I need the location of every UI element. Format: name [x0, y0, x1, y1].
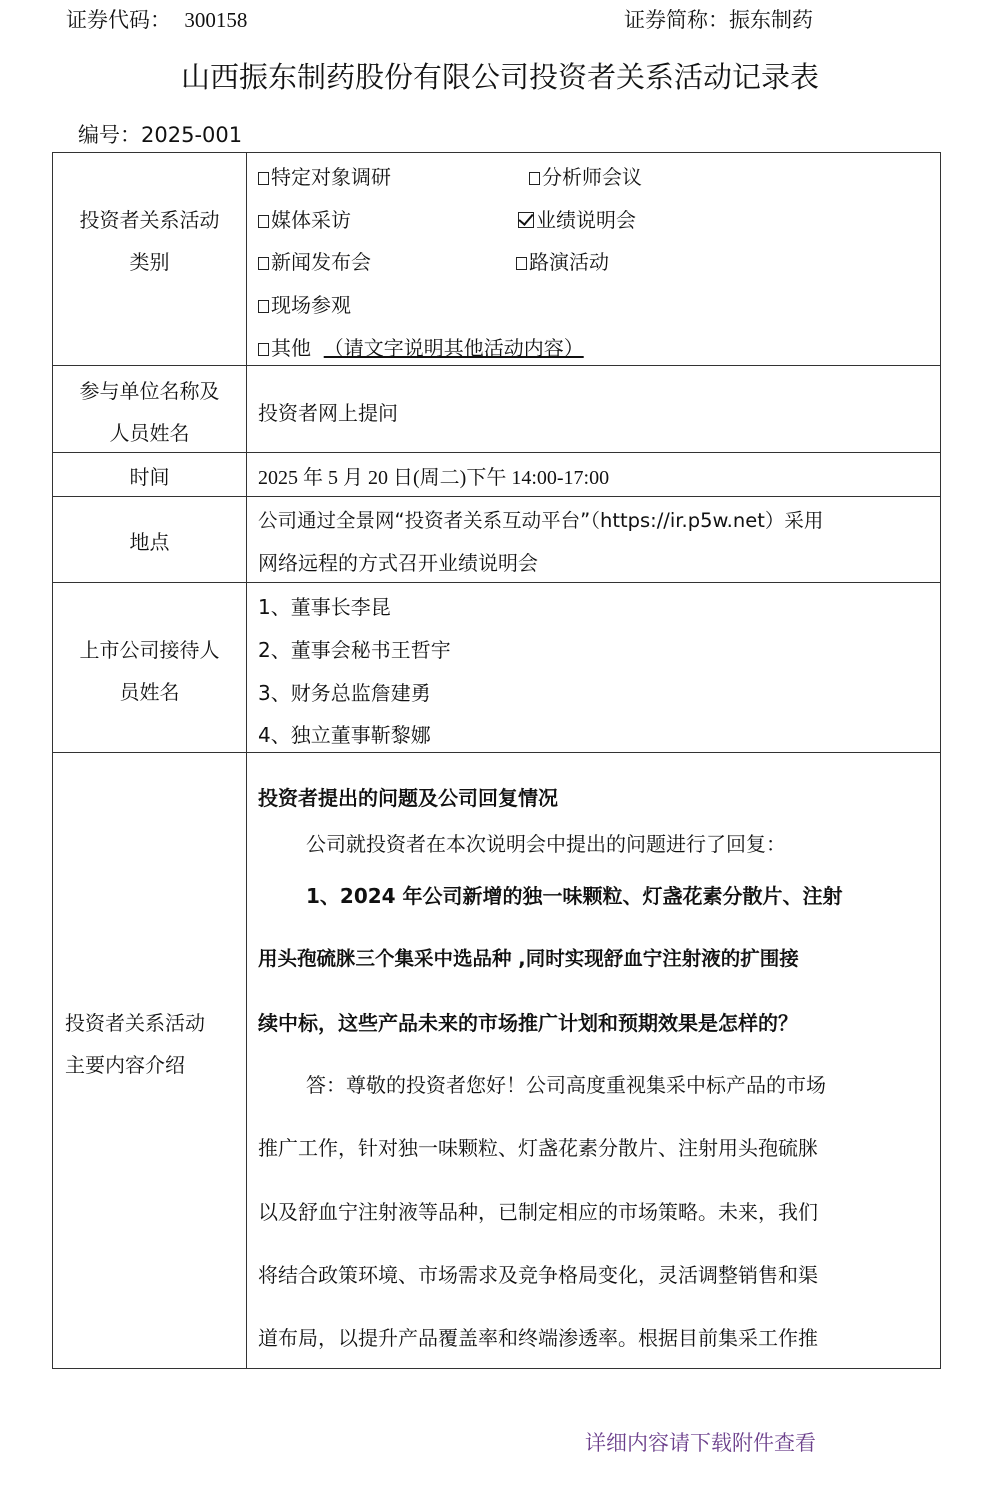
checkbox-icon	[529, 172, 540, 185]
question-line: 用头孢硫脒三个集采中选品种 ,同时实现舒血宁注射液的扩围接	[258, 947, 799, 970]
checkbox-icon	[258, 172, 269, 185]
answer-line: 以及舒血宁注射液等品种，已制定相应的市场策略。未来，我们	[258, 1200, 818, 1224]
question-line: 续中标，这些产品未来的市场推广计划和预期效果是怎样的？	[258, 1011, 798, 1035]
checkbox-icon	[516, 257, 527, 270]
table-border	[52, 152, 53, 1369]
option-earnings-briefing[interactable]: 业绩说明会	[518, 208, 636, 232]
table-border	[52, 1368, 941, 1369]
answer-line: 答：尊敬的投资者您好！公司高度重视集采中标产品的市场	[306, 1073, 826, 1097]
checkbox-icon	[258, 215, 269, 228]
answer-line: 将结合政策环境、市场需求及竞争格局变化，灵活调整销售和渠	[258, 1263, 818, 1287]
time-label: 时间	[129, 465, 170, 489]
reception-label: 上市公司接待人 员姓名	[79, 638, 220, 704]
participants-value: 投资者网上提问	[258, 401, 398, 425]
reception-person: 2、董事会秘书王哲宇	[258, 638, 451, 662]
content-intro: 公司就投资者在本次说明会中提出的问题进行了回复：	[306, 832, 786, 856]
category-label: 投资者关系活动 类别	[79, 208, 220, 274]
option-specific-research[interactable]: 特定对象调研	[258, 165, 391, 189]
checked-checkbox-icon	[518, 212, 534, 228]
content-heading: 投资者提出的问题及公司回复情况	[258, 786, 558, 810]
content-label: 投资者关系活动 主要内容介绍	[65, 1011, 205, 1077]
option-media-interview[interactable]: 媒体采访	[258, 208, 351, 232]
row-divider	[52, 582, 941, 583]
option-other[interactable]: 其他 （请文字说明其他活动内容）	[258, 336, 584, 360]
participants-label: 参与单位名称及 人员姓名	[79, 379, 220, 445]
answer-line: 推广工作，针对独一味颗粒、灯盏花素分散片、注射用头孢硫脒	[258, 1136, 818, 1160]
reception-person: 1、董事长李昆	[258, 595, 391, 619]
stock-code: 证券代码： 300158	[66, 8, 248, 32]
option-roadshow[interactable]: 路演活动	[516, 250, 609, 274]
serial-number: 编号：2025-001	[78, 123, 243, 147]
checkbox-icon	[258, 300, 269, 313]
row-divider	[52, 752, 941, 753]
option-analyst-meeting[interactable]: 分析师会议	[529, 165, 642, 189]
option-press-conference[interactable]: 新闻发布会	[258, 250, 371, 274]
checkbox-icon	[258, 343, 269, 356]
option-site-visit[interactable]: 现场参观	[258, 293, 351, 317]
time-value: 2025 年 5 月 20 日(周二)下午 14:00-17:00	[258, 467, 610, 489]
download-attachment-link[interactable]: 详细内容请下载附件查看	[585, 1431, 816, 1455]
table-border	[940, 152, 941, 1369]
reception-person: 4、独立董事靳黎娜	[258, 723, 431, 747]
reception-person: 3、财务总监詹建勇	[258, 681, 431, 705]
column-divider	[246, 152, 247, 1369]
location-label: 地点	[129, 530, 170, 554]
answer-line: 道布局，以提升产品覆盖率和终端渗透率。根据目前集采工作推	[258, 1326, 818, 1350]
location-line: 网络远程的方式召开业绩说明会	[258, 551, 538, 575]
row-divider	[52, 365, 941, 366]
location-line: 公司通过全景网“投资者关系互动平台”（https://ir.p5w.net）采用	[258, 509, 824, 532]
table-border	[52, 152, 941, 153]
other-note: （请文字说明其他活动内容）	[323, 336, 584, 360]
page-title: 山西振东制药股份有限公司投资者关系活动记录表	[180, 60, 819, 94]
stock-short-name: 证券简称：振东制药	[624, 8, 813, 32]
checkbox-icon	[258, 257, 269, 270]
question-line: 1、2024 年公司新增的独一味颗粒、灯盏花素分散片、注射	[306, 884, 843, 908]
